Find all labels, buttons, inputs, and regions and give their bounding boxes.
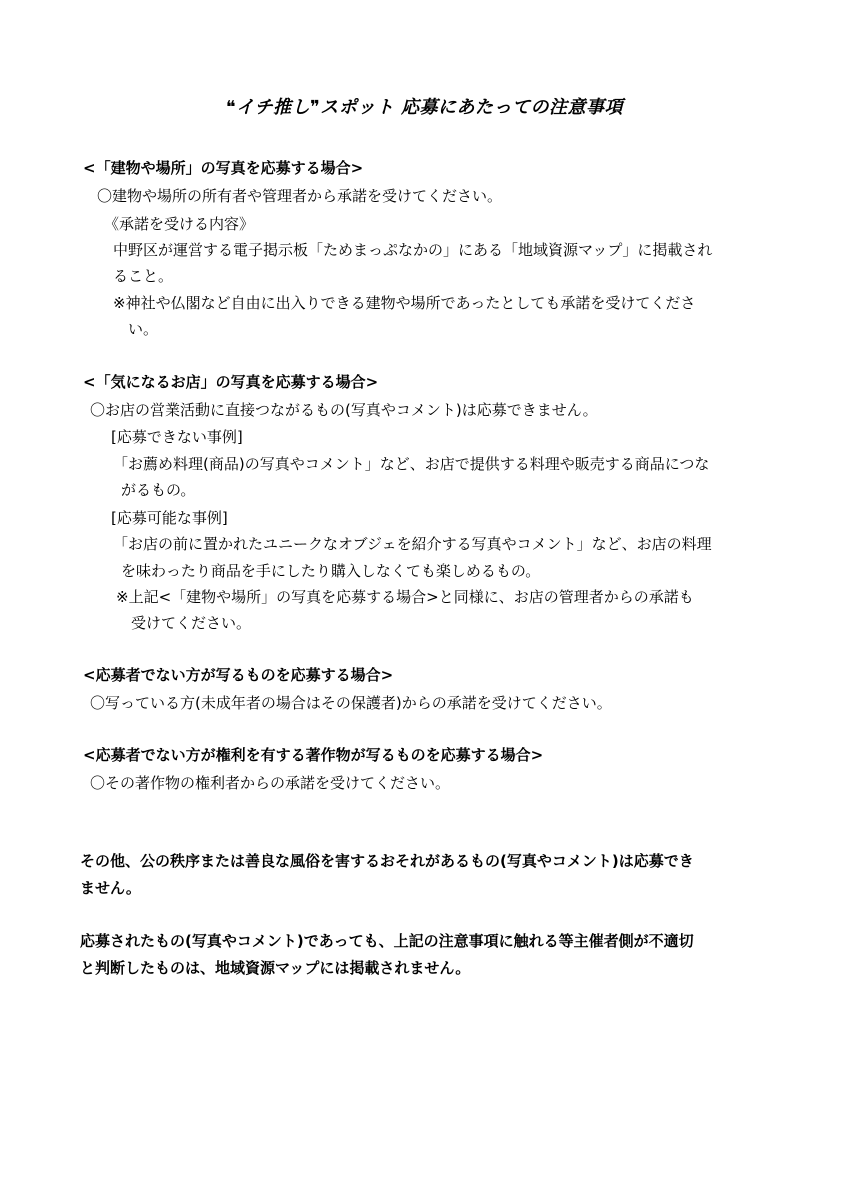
section2-ng-line2: がるもの。 xyxy=(121,481,196,499)
section2-note-line1: ※上記<「建物や場所」の写真を応募する場合>と同様に、お店の管理者からの承諾も xyxy=(116,588,694,606)
section2-note-line2: 受けてください。 xyxy=(131,614,252,632)
section2-subheading-ok: [応募可能な事例] xyxy=(111,509,228,527)
closing-para1-line2: ません。 xyxy=(80,879,141,897)
section1-subheading: 《承諾を受ける内容》 xyxy=(104,215,255,233)
section1-content-line2: ること。 xyxy=(113,267,174,285)
section1-item: 〇建物や場所の所有者や管理者から承諾を受けてください。 xyxy=(97,187,503,205)
section4-item: 〇その著作物の権利者からの承諾を受けてください。 xyxy=(90,774,451,792)
closing-para2-line1: 応募されたもの(写真やコメント)であっても、上記の注意事項に触れる等主催者側が不適切 xyxy=(80,932,694,950)
section1-heading: <「建物や場所」の写真を応募する場合> xyxy=(83,159,364,177)
section3-item: 〇写っている方(未成年者の場合はその保護者)からの承諾を受けてください。 xyxy=(90,694,612,712)
section2-ok-line2: を味わったり商品を手にしたり購入しなくても楽しめるもの。 xyxy=(121,562,541,580)
document-title: ❝イチ推し❞スポット 応募にあたっての注意事項 xyxy=(225,97,624,118)
section2-subheading-ng: [応募できない事例] xyxy=(111,428,243,446)
section1-note-line2: い。 xyxy=(128,320,159,338)
section2-heading: <「気になるお店」の写真を応募する場合> xyxy=(83,373,379,391)
section4-heading: <応募者でない方が権利を有する著作物が写るものを応募する場合> xyxy=(83,746,544,764)
section1-content-line1: 中野区が運営する電子掲示板「ためまっぷなかの」にある「地域資源マップ」に掲載され xyxy=(113,241,713,259)
section2-ok-line1: 「お店の前に置かれたユニークなオブジェを紹介する写真やコメント」など、お店の料理 xyxy=(113,535,712,553)
section2-ng-line1: 「お薦め料理(商品)の写真やコメント」など、お店で提供する料理や販売する商品につな xyxy=(113,455,710,473)
section1-note-line1: ※神社や仏閣など自由に出入りできる建物や場所であったとしても承諾を受けてくださ xyxy=(113,294,696,312)
section2-item: 〇お店の営業活動に直接つながるもの(写真やコメント)は応募できません。 xyxy=(90,401,598,419)
section3-heading: <応募者でない方が写るものを応募する場合> xyxy=(83,666,394,684)
closing-para2-line2: と判断したものは、地域資源マップには掲載されません。 xyxy=(80,959,471,977)
closing-para1-line1: その他、公の秩序または善良な風俗を害するおそれがあるもの(写真やコメント)は応募でき xyxy=(80,852,694,870)
